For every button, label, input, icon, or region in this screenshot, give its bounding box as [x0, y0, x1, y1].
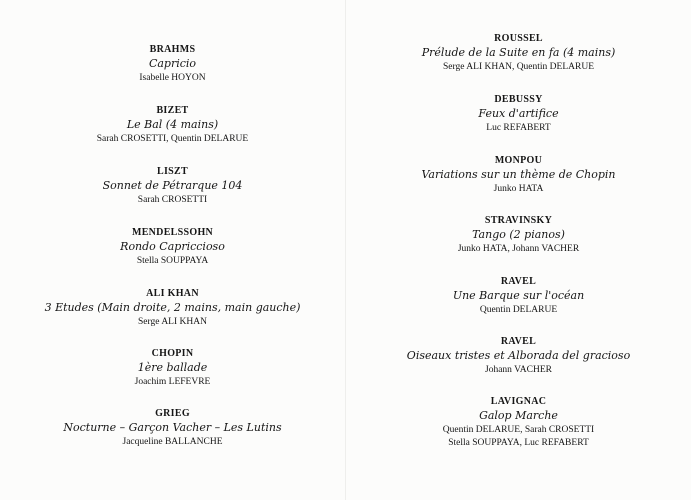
- performer-line: Serge ALI KHAN, Quentin DELARUE: [442, 62, 594, 72]
- composer-name: LAVIGNAC: [490, 396, 547, 407]
- performer-line: Sarah CROSETTI, Quentin DELARUE: [96, 134, 249, 144]
- program-entry: [0, 347, 345, 389]
- work-title: Rondo Capriccioso: [120, 240, 225, 253]
- program-entry: [0, 287, 345, 329]
- program-entry: [346, 275, 691, 317]
- work-title: Une Barque sur l'océan: [452, 289, 585, 302]
- work-title: Le Bal (4 mains): [126, 118, 219, 131]
- performer-line: Johann VACHER: [485, 365, 552, 375]
- work-title: Sonnet de Pétrarque 104: [102, 179, 243, 192]
- performer-line: Serge ALI KHAN: [138, 317, 207, 327]
- work-title: Tango (2 pianos): [472, 228, 565, 241]
- program-entry: [346, 93, 691, 135]
- performer-line: Junko HATA: [493, 184, 544, 194]
- program-entry: [346, 154, 691, 196]
- program-entry: [346, 395, 691, 450]
- performer-line: Sarah CROSETTI: [137, 195, 208, 205]
- program-entry: [0, 165, 345, 207]
- program-entry: [0, 226, 345, 268]
- program-entry: [346, 214, 691, 256]
- composer-name: RAVEL: [500, 276, 537, 287]
- left-column: [0, 0, 345, 500]
- composer-name: MENDELSSOHN: [131, 227, 214, 238]
- composer-name: ALI KHAN: [146, 288, 199, 299]
- program-entry: [0, 104, 345, 146]
- work-title: 3 Etudes (Main droite, 2 mains, main gauche): [44, 301, 301, 314]
- performer-line: Quentin DELARUE, Sarah CROSETTI: [442, 425, 595, 435]
- composer-name: RAVEL: [500, 336, 537, 347]
- composer-name: LISZT: [157, 166, 188, 177]
- performer-line: Stella SOUPPAYA, Luc REFABERT: [448, 438, 589, 448]
- composer-name: GRIEG: [155, 408, 190, 419]
- work-title: Capricio: [148, 57, 197, 70]
- work-title: Galop Marche: [479, 409, 558, 422]
- program-entry: [0, 407, 345, 449]
- performer-line: Joachim LEFEVRE: [134, 377, 211, 387]
- work-title: Oiseaux tristes et Alborada del gracioso: [406, 349, 631, 362]
- performer-line: Isabelle HOYON: [139, 73, 206, 83]
- work-title: 1ère ballade: [137, 361, 208, 374]
- performer-line: Jacqueline BALLANCHE: [122, 437, 223, 447]
- program-entry: [0, 43, 345, 85]
- performer-line: Junko HATA, Johann VACHER: [457, 244, 580, 254]
- work-title: Variations sur un thème de Chopin: [421, 168, 616, 181]
- work-title: Feux d'artifice: [478, 107, 559, 120]
- right-column: [346, 0, 691, 500]
- performer-line: Luc REFABERT: [486, 123, 551, 133]
- program-entry: [346, 335, 691, 377]
- composer-name: STRAVINSKY: [484, 215, 553, 226]
- composer-name: MONPOU: [494, 155, 543, 166]
- composer-name: DEBUSSY: [494, 94, 543, 105]
- composer-name: CHOPIN: [151, 348, 194, 359]
- composer-name: BRAHMS: [149, 44, 196, 55]
- work-title: Nocturne – Garçon Vacher – Les Lutins: [63, 421, 282, 434]
- performer-line: Stella SOUPPAYA: [136, 256, 209, 266]
- composer-name: ROUSSEL: [494, 33, 543, 44]
- program-entry: [346, 32, 691, 74]
- composer-name: BIZET: [156, 105, 189, 116]
- performer-line: Quentin DELARUE: [479, 305, 558, 315]
- work-title: Prélude de la Suite en fa (4 mains): [421, 46, 616, 59]
